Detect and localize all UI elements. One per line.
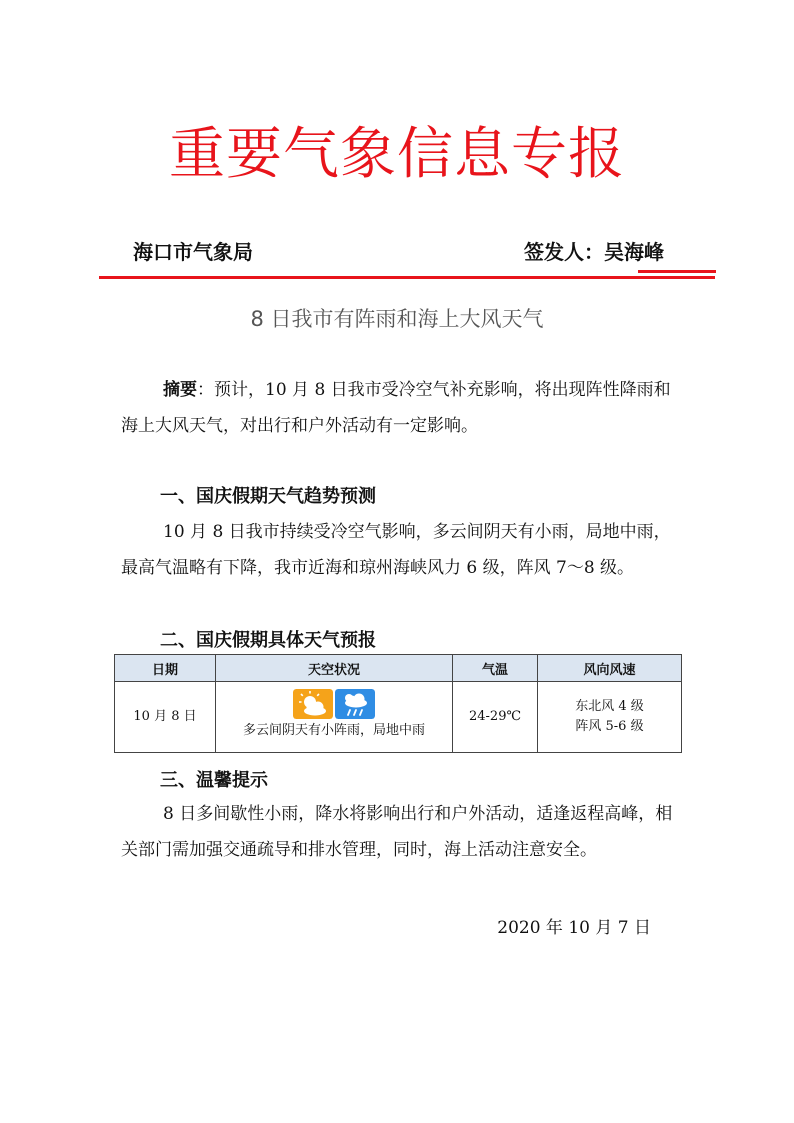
table-row bbox=[115, 682, 682, 753]
table-header-sky: 天空状况 bbox=[216, 655, 453, 682]
sunny-cloudy-icon bbox=[293, 689, 333, 719]
red-divider-accent bbox=[638, 270, 716, 273]
table-header-temp: 气温 bbox=[453, 655, 538, 682]
cell-wind bbox=[538, 682, 682, 753]
summary-label: 摘要 bbox=[163, 380, 197, 400]
signer: 签发人：吴海峰 bbox=[524, 240, 664, 264]
report-subtitle: 8 日我市有阵雨和海上大风天气 bbox=[250, 307, 544, 331]
cloudy-rain-icon bbox=[335, 689, 375, 719]
wind-gust: 阵风 5-6 级 bbox=[575, 719, 644, 734]
table-header-row bbox=[115, 655, 682, 682]
issue-date: 2020 年 10 月 7 日 bbox=[497, 918, 651, 938]
section3-paragraph: 8 日多间歇性小雨，降水将影响出行和户外活动，适逢返程高峰，相关部门需加强交通疏导和排水管理，同时，海上活动注意安全。 bbox=[121, 804, 673, 860]
issuer: 海口市气象局 bbox=[133, 240, 253, 264]
section1-heading: 一、国庆假期天气趋势预测 bbox=[160, 486, 376, 507]
weather-icons bbox=[220, 689, 448, 719]
forecast-table bbox=[114, 654, 682, 753]
summary-text: ：预计，10 月 8 日我市受冷空气补充影响，将出现阵性降雨和海上大风天气，对出行和户外活动有一定影响。 bbox=[121, 380, 671, 436]
table-header-wind: 风向风速 bbox=[538, 655, 682, 682]
summary-paragraph bbox=[121, 372, 679, 444]
cell-date: 10 月 8 日 bbox=[115, 682, 216, 753]
document-title: 重要气象信息专报 bbox=[169, 122, 625, 187]
section1-paragraph: 10 月 8 日我市持续受冷空气影响，多云间阴天有小雨，局地中雨，最高气温略有下降，我市近海和琼州海峡风力 6 级，阵风 7～8 级。 bbox=[121, 522, 671, 578]
red-divider-line bbox=[99, 276, 715, 279]
table-header-date: 日期 bbox=[115, 655, 216, 682]
cell-sky bbox=[216, 682, 453, 753]
section3-heading: 三、温馨提示 bbox=[160, 770, 268, 791]
section2-heading: 二、国庆假期具体天气预报 bbox=[160, 630, 376, 651]
sky-condition-text: 多云间阴天有小阵雨，局地中雨 bbox=[242, 723, 425, 738]
cell-temp: 24-29℃ bbox=[453, 682, 538, 753]
wind-direction: 东北风 4 级 bbox=[575, 699, 644, 714]
